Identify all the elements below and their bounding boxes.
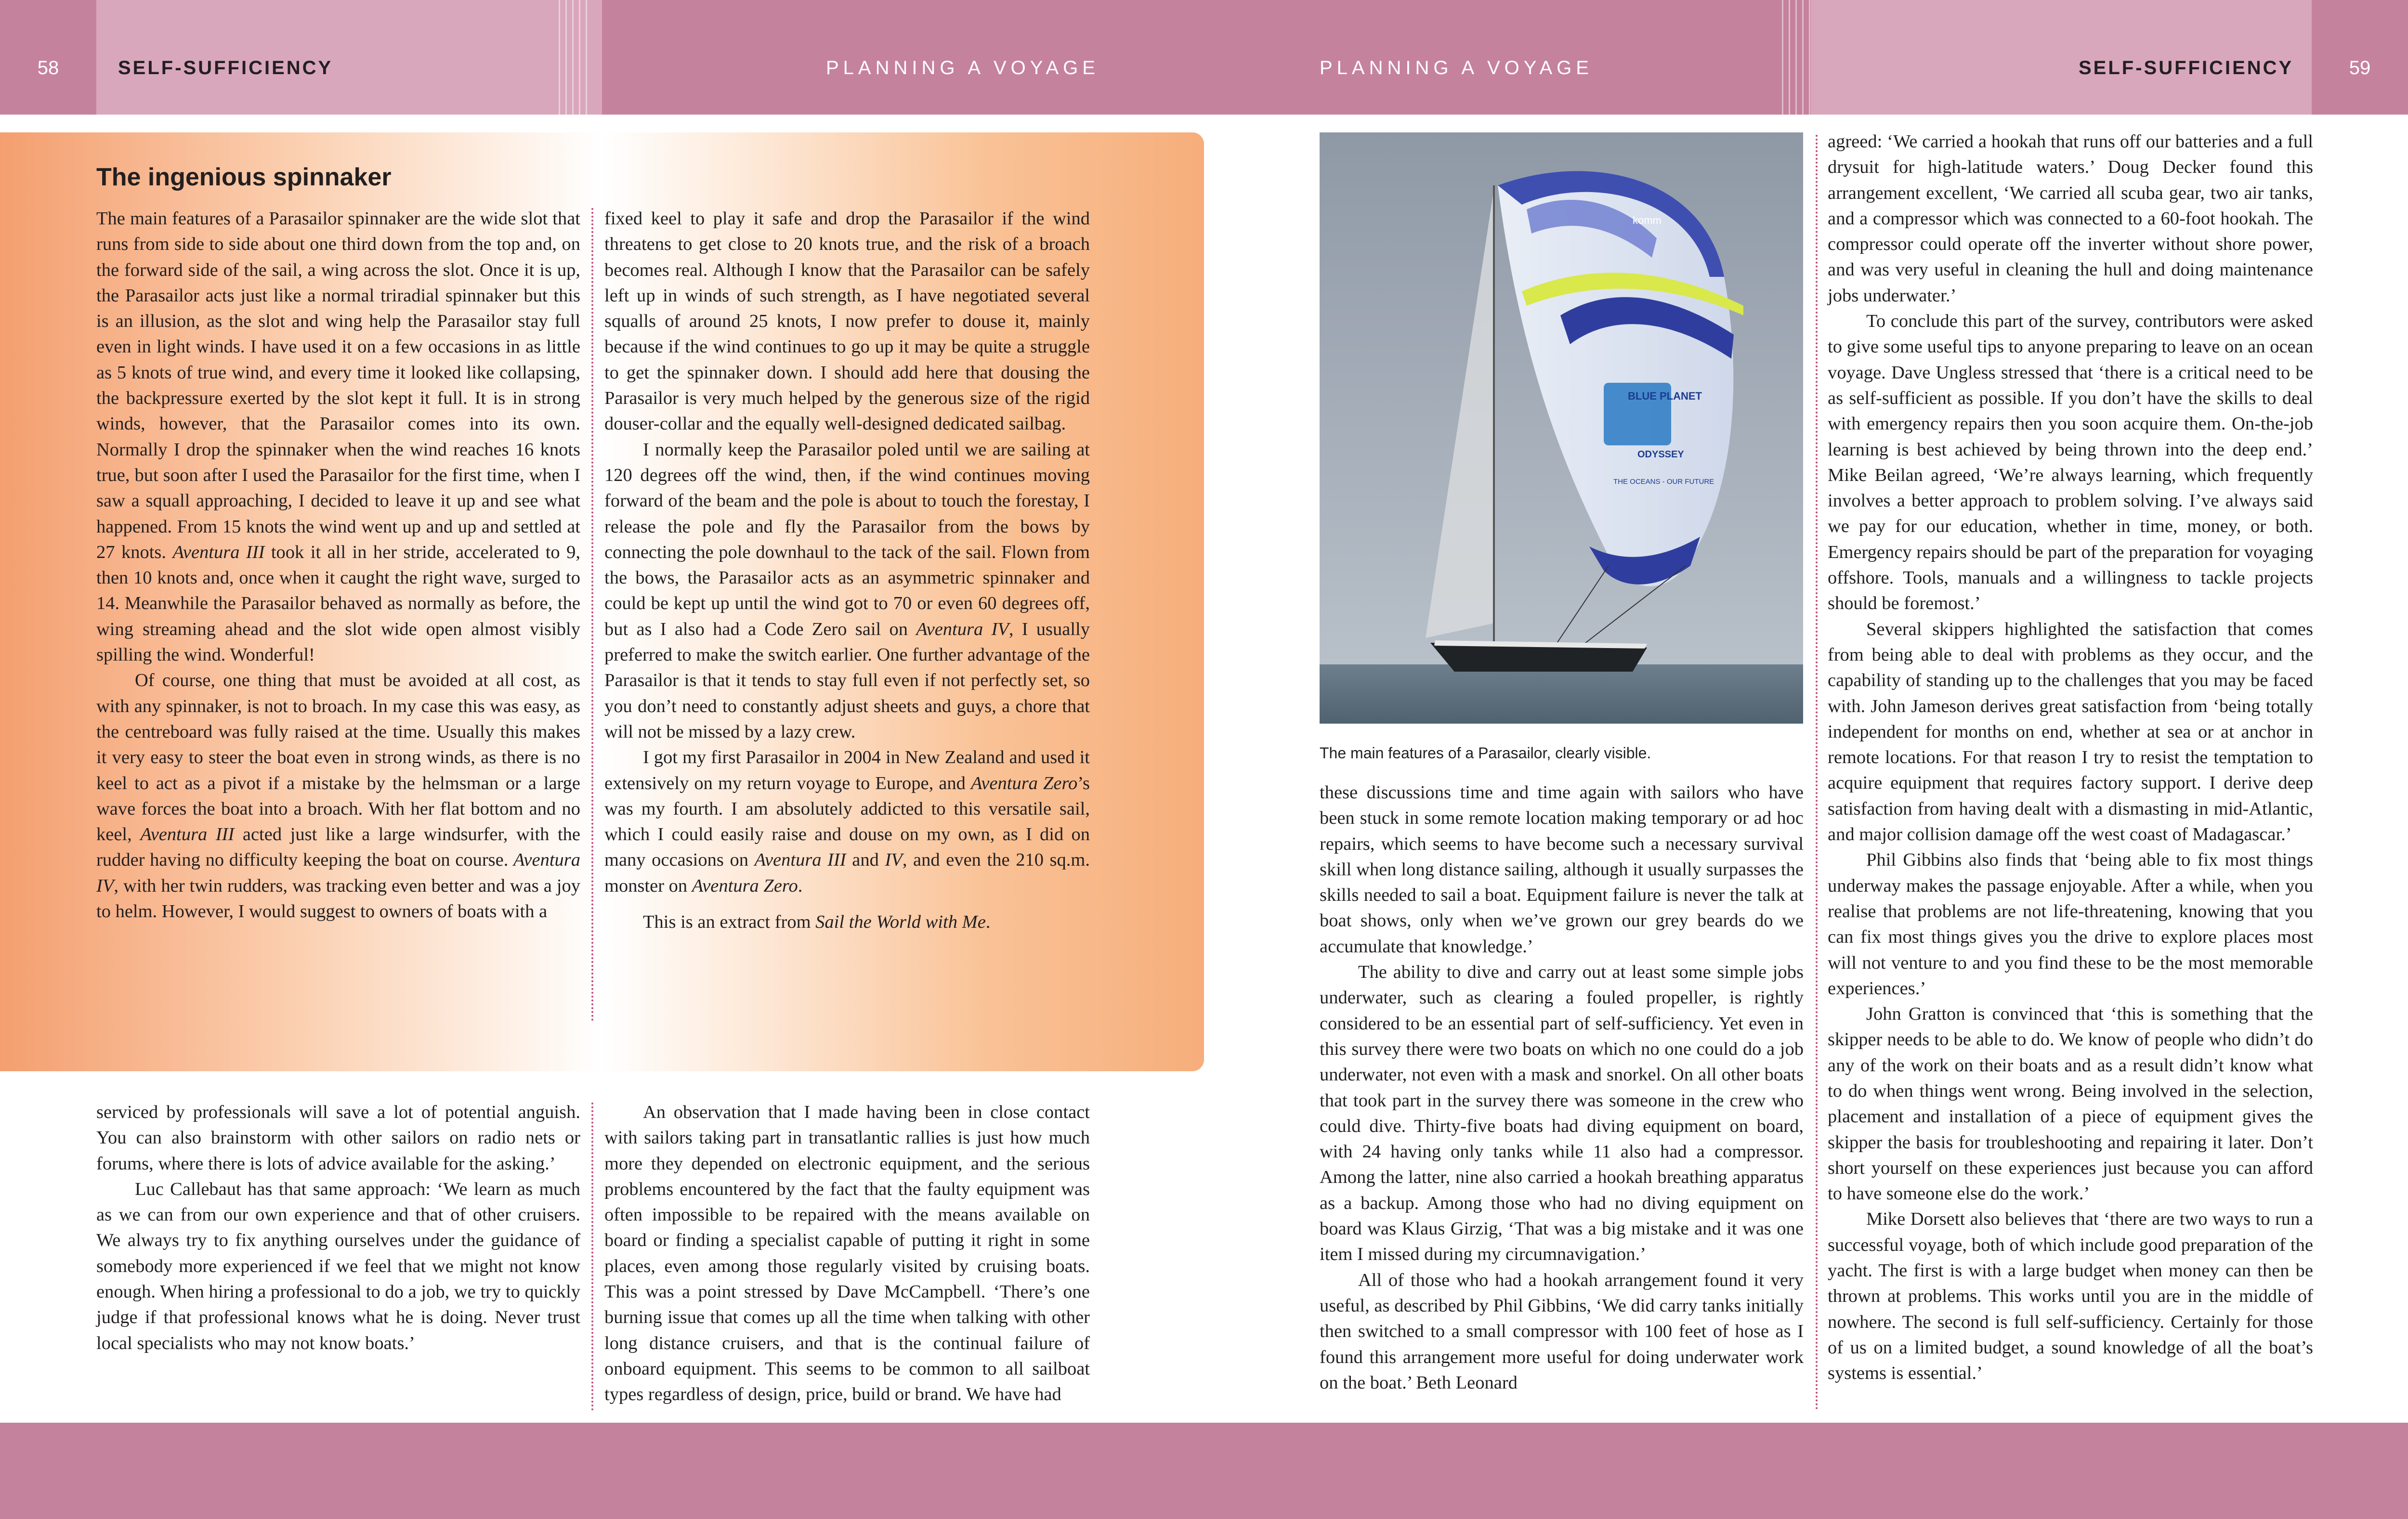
left-body-column-2 (604, 1100, 1090, 1408)
right-header-band (1204, 0, 2408, 115)
running-head-section: SELF-SUFFICIENCY (118, 57, 333, 78)
paragraph: I normally keep the Parasailor poled until we are sailing at 120 degrees off the wind, then, if the wind continues moving forward of the beam and the pole is about to touch the forestay, I release the pole and fly the Parasailor from the bows by connecting the pole downhaul to the tack of the sail. Flown from the bows, the Parasailor acts as an asymmetric spinnaker and could be kept up until the wind got to 70 or even 60 degrees off, but as I also had a Code Zero sail on Aventura IV, I usually preferred to make the switch earlier. One further advantage of the Parasailor is that it tends to stay full even if not perfectly set, so you don’t need to constantly adjust sheets and guys, a chore that will not be missed by a lazy crew. (604, 439, 1090, 742)
header-dot-pattern (559, 0, 592, 115)
running-head-section: SELF-SUFFICIENCY (2079, 57, 2294, 78)
right-body-column-1 (1320, 780, 1804, 1396)
sail-logo-text: komm (1633, 214, 1662, 226)
paragraph: fixed keel to play it safe and drop the Parasailor if the wind threatens to get close to 20 knots true, and the risk of a broach becomes real. Although I know that the Parasailor can be safely left up in winds of such strength, as I have negotiated several squalls of around 25 knots, I now prefer to douse it, mainly because if the wind continues to go up it may be quite a struggle to get the spinnaker down. I should add here that dousing the Parasailor is very much helped by the generous size of the rigid douser-collar and the equally well-designed dedicated sailbag. (604, 208, 1090, 434)
paragraph: Luc Callebaut has that same approach: ‘We learn as much as we can from our own experience and that of other cruisers. We always try to fix anything ourselves under the guidance of somebody more experienced if we feel that we might not know enough. When hiring a professional to do a job, we try to quickly judge if that professional knows what he is doing. Never trust local specialists who may not know boats.’ (96, 1179, 580, 1353)
paragraph: An observation that I made having been in close contact with sailors taking part in transatlantic rallies is just how much more they depended on electronic equipment, and the serious problems encountered by the fact that the faulty equipment was often impossible to be repaired with the means available on board or finding a specialist capable of putting it right in some places, even among those regularly visited by cruising boats. This was a point stressed by Dave McCampbell. ‘There’s one burning issue that comes up all the time when talking with other long distance cruisers, and that is the continual failure of onboard equipment. This seems to be common to all sailboat types regardless of design, price, build or brand. We have had (604, 1102, 1090, 1405)
paragraph: Several skippers highlighted the satisfaction that comes from being able to deal with problems as they occur, and the capability of standing up to the challenges that you may be faced with. John Jameson derives great satisfaction from ‘being totally independent for months on end, whether at sea or at anchor in remote locations. For that reason I try to resist the temptation to acquire equipment that requires factory support. I derive deep satisfaction from having dealt with a dismasting in mid-Atlantic, and major collision damage off the west coast of Madagascar.’ (1828, 619, 2313, 845)
paragraph: Of course, one thing that must be avoided at all cost, as with any spinnaker, is not to broach. In my case this was easy, as the centreboard was fully raised at the time. Usually this makes it very easy to steer the boat even in strong winds, as there is no keel to act as a pivot if a mistake by the helmsman or a large wave forces the boat into a broach. With her flat bottom and no keel, Aventura III acted just like a large windsurfer, with the rudder having no difficulty keeping the boat on course. Aventura IV, with her twin rudders, was tracking even better and was a joy to helm. However, I would suggest to owners of boats with a (96, 670, 580, 922)
photo-caption: The main features of a Parasailor, clearly visible. (1320, 744, 1651, 762)
right-body-column-2 (1828, 129, 2313, 1387)
column-rule (591, 208, 593, 1022)
page-number: 59 (2349, 57, 2371, 78)
header-dot-pattern (1782, 0, 1816, 115)
sidebar-column-1 (96, 206, 580, 924)
sail-text-1: BLUE PLANET (1628, 390, 1702, 402)
paragraph: serviced by professionals will save a lot of potential anguish. You can also brainstorm with other sailors on radio nets or forums, where there is lots of advice available for the asking.’ (96, 1102, 580, 1174)
paragraph: All of those who had a hookah arrangement found it very useful, as described by Phil Gibbins, ‘We did carry tanks initially then switched to a small compressor with 100 feet of hose as I found this arrangement more useful for doing underwater work on the boat.’ Beth Leonard (1320, 1270, 1804, 1393)
column-rule (591, 1103, 593, 1411)
column-rule (1816, 135, 1818, 1411)
extract-note: This is an extract from Sail the World with Me. (643, 912, 991, 933)
sidebar-title: The ingenious spinnaker (96, 163, 392, 191)
paragraph: John Gratton is convinced that ‘this is something that the skipper needs to be able to do. We know of people who didn’t do any of the work on their boats and as a result didn’t know what to do when things went wrong. Being involved in the selection, placement and installation of a piece of equipment gives the skipper the basis for troubleshooting and repairing it later. Don’t short yourself on these experiences just because you can afford to have someone else do the work.’ (1828, 1004, 2313, 1204)
paragraph: I got my first Parasailor in 2004 in New Zealand and used it extensively on my return voyage to Europe, and Aventura Zero’s was my fourth. I am absolutely addicted to this versatile sail, which I could easily raise and douse on my own, as I did on many occasions on Aventura III and IV, and even the 210 sq.m. monster on Aventura Zero. (604, 747, 1090, 896)
page-number: 58 (37, 57, 59, 78)
sail-text-2: ODYSSEY (1637, 449, 1684, 460)
running-head-chapter: PLANNING A VOYAGE (826, 57, 1099, 78)
sailboat-photo (1320, 132, 1803, 724)
paragraph: The ability to dive and carry out at least some simple jobs underwater, such as clearing a fouled propeller, is rightly considered to be an essential part of self-sufficiency. Yet even in this survey there were two boats on which no one could do a job underwater, not even with a mask and snorkel. On all other boats that took part in the survey there was someone in the crew who could dive. Thirty-five boats had diving equipment on board, with 24 having only tanks while 11 also had a compressor. Among the latter, nine also carried a hookah breathing apparatus as a backup. Among those who had no diving equipment on board was Klaus Girzig, ‘That was a big mistake and it was one item I missed during my circumnavigation.’ (1320, 962, 1804, 1265)
sidebar-column-2 (604, 206, 1090, 935)
right-footer-band (1204, 1423, 2408, 1519)
running-head-chapter: PLANNING A VOYAGE (1320, 57, 1593, 78)
left-footer-band (0, 1423, 1204, 1519)
left-body-column-1 (96, 1100, 580, 1356)
paragraph: agreed: ‘We carried a hookah that runs off our batteries and a full drysuit for high-latitude waters.’ Doug Decker found this arrangement excellent, ‘We carried all scuba gear, two air tanks, and a compressor which was connected to a 60-foot hookah. The compressor could operate off the inverter without shore power, and was very useful in cleaning the hull and doing maintenance jobs underwater.’ (1828, 131, 2313, 306)
paragraph: Mike Dorsett also believes that ‘there are two ways to run a successful voyage, both of which include good preparation of the yacht. The first is with a large budget when money can then be thrown at problems. This works until you are in the middle of nowhere. The second is full self-sufficiency. Certainly for those of us on a limited budget, a sound knowledge of all the boat’s systems is essential.’ (1828, 1209, 2313, 1384)
paragraph: The main features of a Parasailor spinnaker are the wide slot that runs from side to side about one third down from the top and, on the forward side of the sail, a wing across the slot. Once it is up, the Parasailor acts just like a normal triradial spinnaker but this is an illusion, as the slot and wing help the Parasailor stay full even in light winds. I have used it on a few occasions in as little as 5 knots of true wind, and every time it looked like collapsing, the backpressure exerted by the slot kept it full. It is in strong winds, however, that the Parasailor comes into its own. Normally I drop the spinnaker when the wind reaches 16 knots true, but soon after I used the Parasailor for the first time, when I saw a squall approaching, I decided to leave it up and see what happened. From 15 knots the wind went up and up and settled at 27 knots. Aventura III took it all in her stride, accelerated to 9, then 10 knots and, once when it caught the right wave, surged to 14. Meanwhile the Parasailor behaved as normally as before, the wing streaming ahead and the slot wide open almost visibly spilling the wind. Wonderful! (96, 208, 580, 665)
paragraph: Phil Gibbins also finds that ‘being able to fix most things underway makes the passage enjoyable. After a while, when you realise that problems are not life-threatening, knowing that you can fix most things gives you the drive to explore places most will not venture to and you find these to be the most memorable experiences.’ (1828, 850, 2313, 999)
paragraph: these discussions time and time again with sailors who have been stuck in some remote location making temporary or ad hoc repairs, which seems to have become such a necessary survival skill when long distance sailing, although it usually surpasses the skills needed to sail a boat. Equipment failure is never the talk at boat shows, only when we’ve grown our grey beards do we accumulate that knowledge.’ (1320, 782, 1804, 957)
paragraph: To conclude this part of the survey, contributors were asked to give some useful tips to anyone preparing to leave on an ocean voyage. Dave Ungless stressed that ‘there is a critical need to be as self-sufficient as possible. If you don’t have the skills to deal with emergency repairs then you soon acquire them. On-the-job learning is best achieved by being thrown into the deep end.’ Mike Beilan agreed, ‘We’re always learning, which frequently involves a better approach to problem solving. I’ve always said we pay for our education, whether in time, money, or both. Emergency repairs should be part of the preparation for voyaging offshore. Tools, manuals and a willingness to tackle projects should be foremost.’ (1828, 311, 2313, 614)
left-header-band (0, 0, 1204, 115)
sail-text-3: THE OCEANS - OUR FUTURE (1613, 478, 1714, 486)
